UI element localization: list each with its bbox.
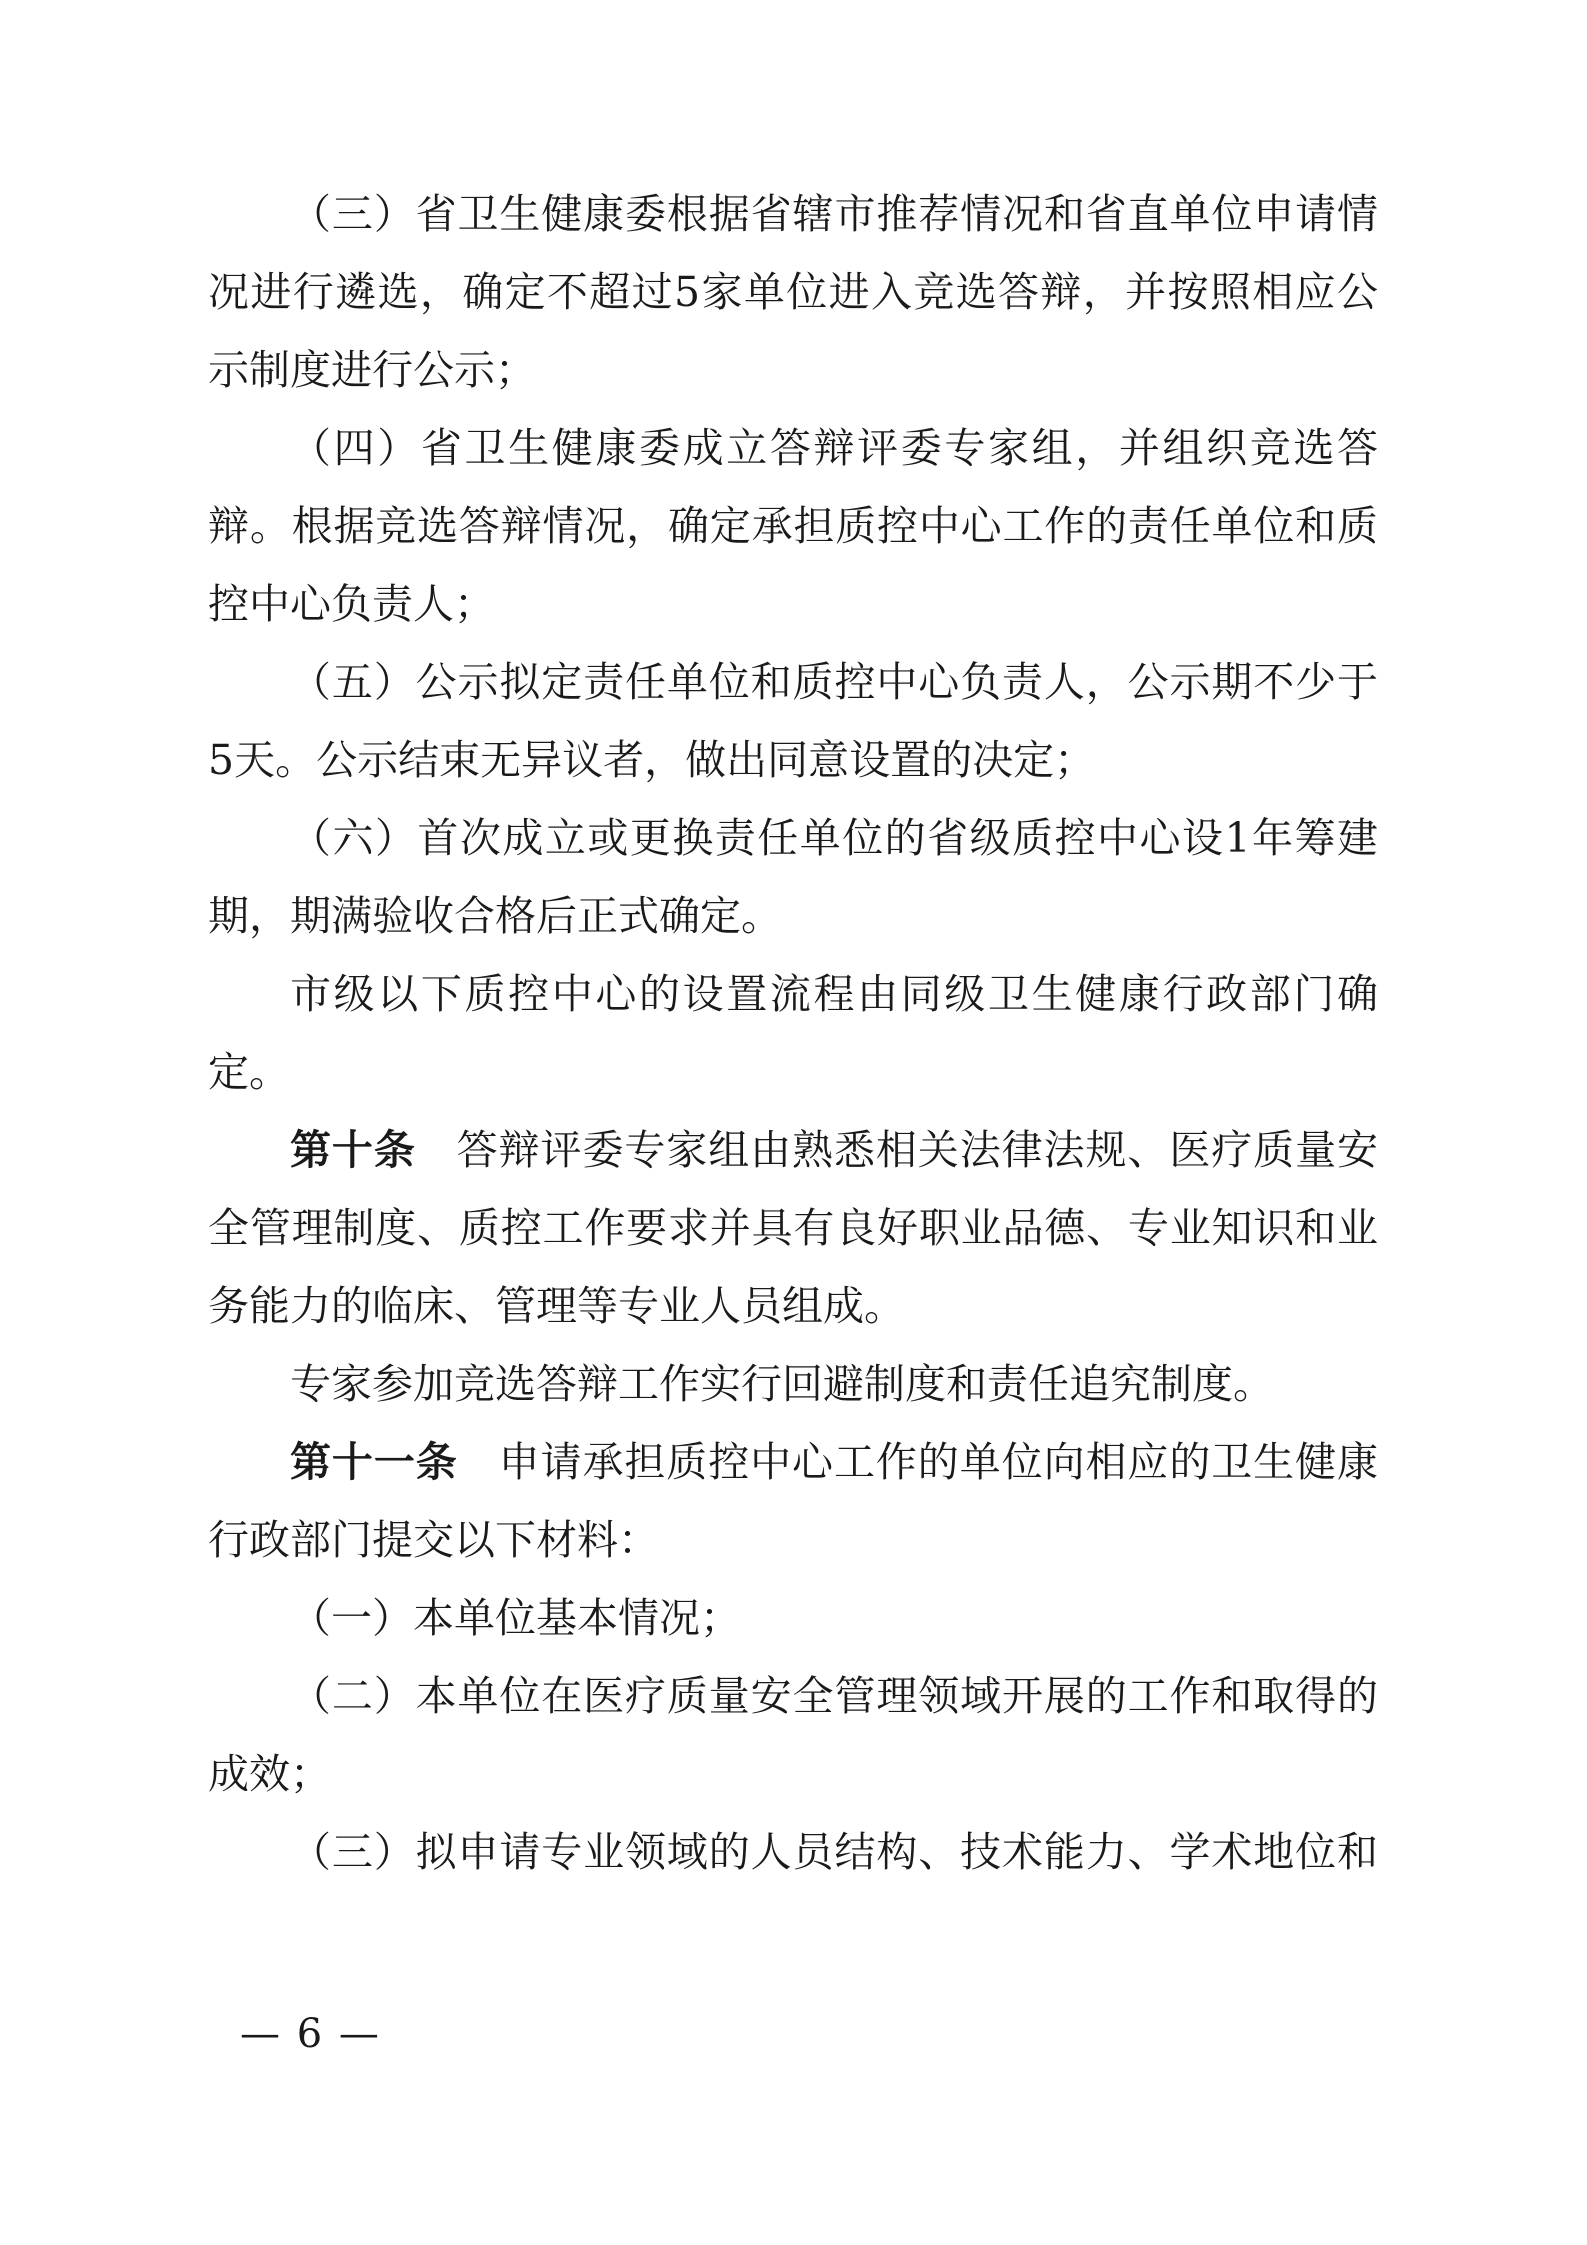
article-10-heading: 第十条 bbox=[290, 1126, 416, 1174]
paragraph-line: 辩。根据竞选答辩情况，确定承担质控中心工作的责任单位和质 bbox=[208, 502, 1378, 550]
paragraph-line: 成效； bbox=[208, 1750, 331, 1798]
paragraph-text: 申请承担质控中心工作的单位向相应的卫生健康 bbox=[497, 1438, 1379, 1486]
paragraph-line: 全管理制度、质控工作要求并具有良好职业品德、专业知识和业 bbox=[208, 1204, 1378, 1252]
paragraph-line: （五）公示拟定责任单位和质控中心负责人，公示期不少于 bbox=[290, 658, 1378, 706]
paragraph-line: （三）省卫生健康委根据省辖市推荐情况和省直单位申请情 bbox=[290, 190, 1378, 238]
paragraph-line: 务能力的临床、管理等专业人员组成。 bbox=[208, 1282, 905, 1330]
paragraph-text: 答辩评委专家组由熟悉相关法律法规、医疗质量安 bbox=[455, 1126, 1379, 1174]
article-11-line bbox=[290, 1438, 1378, 1486]
paragraph-line: （六）首次成立或更换责任单位的省级质控中心设1年筹建 bbox=[290, 814, 1378, 862]
paragraph-line: 市级以下质控中心的设置流程由同级卫生健康行政部门确 bbox=[290, 970, 1378, 1018]
paragraph-line: （一）本单位基本情况； bbox=[290, 1594, 741, 1642]
paragraph-line: 5天。公示结束无异议者，做出同意设置的决定； bbox=[208, 736, 1096, 784]
paragraph-line: 示制度进行公示； bbox=[208, 346, 536, 394]
article-11-heading: 第十一条 bbox=[290, 1438, 458, 1486]
paragraph-line: 专家参加竞选答辩工作实行回避制度和责任追究制度。 bbox=[290, 1360, 1274, 1408]
article-10-line bbox=[290, 1126, 1378, 1174]
paragraph-line: 况进行遴选，确定不超过5家单位进入竞选答辩，并按照相应公 bbox=[208, 268, 1378, 316]
paragraph-line: （三）拟申请专业领域的人员结构、技术能力、学术地位和 bbox=[290, 1828, 1378, 1876]
paragraph-line: 控中心负责人； bbox=[208, 580, 495, 628]
paragraph-line: 定。 bbox=[208, 1048, 290, 1096]
paragraph-line: （二）本单位在医疗质量安全管理领域开展的工作和取得的 bbox=[290, 1672, 1378, 1720]
paragraph-line: （四）省卫生健康委成立答辩评委专家组，并组织竞选答 bbox=[290, 424, 1378, 472]
paragraph-line: 行政部门提交以下材料： bbox=[208, 1516, 659, 1564]
paragraph-line: 期，期满验收合格后正式确定。 bbox=[208, 892, 782, 940]
page-number: — 6 — bbox=[240, 2011, 381, 2057]
